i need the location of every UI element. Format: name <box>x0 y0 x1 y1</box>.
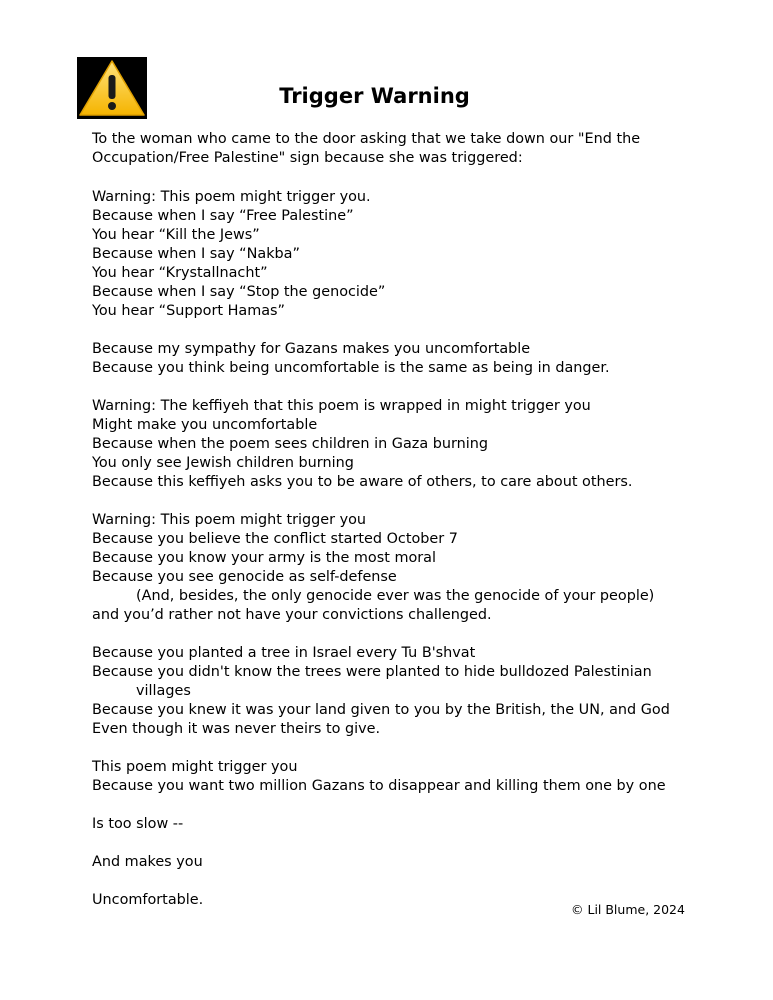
poem-line: You hear “Krystallnacht” <box>92 265 268 281</box>
poem-line: Is too slow -- <box>92 816 184 832</box>
copyright-notice: © Lil Blume, 2024 <box>571 902 685 917</box>
poem-line: Because this keffiyeh asks you to be aware of others, to care about others. <box>92 474 633 490</box>
poem-line: Because when I say “Stop the genocide” <box>92 284 386 300</box>
poem-line: (And, besides, the only genocide ever was the genocide of your people) <box>136 588 655 604</box>
poem-line: You hear “Kill the Jews” <box>92 227 260 243</box>
poem-line: Because you think being uncomfortable is the same as being in danger. <box>92 360 610 376</box>
poem-line: You only see Jewish children burning <box>92 455 354 471</box>
poem-line: villages <box>136 683 191 699</box>
poem-line: Even though it was never theirs to give. <box>92 721 381 737</box>
poem-line: Warning: This poem might trigger you <box>92 512 367 528</box>
poem-line: This poem might trigger you <box>92 759 298 775</box>
intro-line: To the woman who came to the door asking that we take down our "End the <box>92 131 641 147</box>
poem-line: Might make you uncomfortable <box>92 417 318 433</box>
poem-line: And makes you <box>92 854 203 870</box>
page-title: Trigger Warning <box>279 84 470 108</box>
poem-line: Because when I say “Nakba” <box>92 246 300 262</box>
poem-line: Because when the poem sees children in Gaza burning <box>92 436 489 452</box>
poem-body <box>92 188 712 910</box>
intro-paragraph <box>92 130 692 168</box>
poem-line: Because when I say “Free Palestine” <box>92 208 354 224</box>
poem-line: Because you see genocide as self-defense <box>92 569 397 585</box>
poem-line: Warning: The keffiyeh that this poem is wrapped in might trigger you <box>92 398 591 414</box>
poem-line: Uncomfortable. <box>92 892 204 908</box>
poem-line: Because you believe the conflict started October 7 <box>92 531 458 547</box>
poem-line: Because you know your army is the most moral <box>92 550 436 566</box>
poem-line: Because my sympathy for Gazans makes you uncomfortable <box>92 341 531 357</box>
intro-line: Occupation/Free Palestine" sign because she was triggered: <box>92 150 523 166</box>
poem-line: Because you knew it was your land given to you by the British, the UN, and God <box>92 702 670 718</box>
poem-line: Warning: This poem might trigger you. <box>92 189 371 205</box>
poem-line: Because you didn't know the trees were planted to hide bulldozed Palestinian <box>92 664 652 680</box>
poem-line: You hear “Support Hamas” <box>92 303 286 319</box>
poem-line: Because you planted a tree in Israel every Tu B'shvat <box>92 645 476 661</box>
poem-line: Because you want two million Gazans to disappear and killing them one by one <box>92 778 666 794</box>
poem-line: and you’d rather not have your convictions challenged. <box>92 607 492 623</box>
